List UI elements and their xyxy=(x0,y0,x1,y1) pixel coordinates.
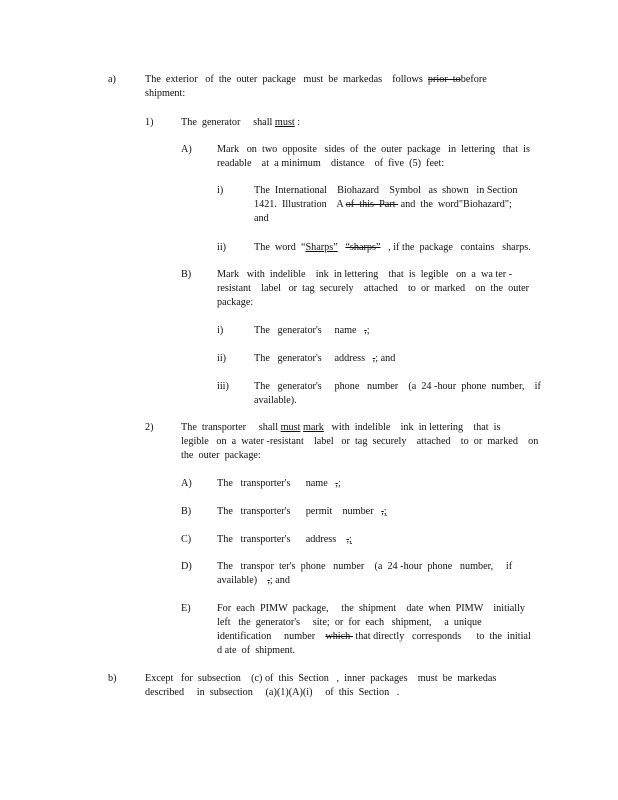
text-run: with indelible ink in lettering that is xyxy=(323,422,501,433)
list-item-label: C) xyxy=(181,534,192,545)
text-run: : xyxy=(294,117,301,128)
list-item-label: b) xyxy=(108,673,117,684)
text-run: legible on a water -resistant label or tag securely attached to or marked on xyxy=(181,436,539,447)
text-run: The transporter's name xyxy=(217,478,336,489)
list-item-text xyxy=(145,73,555,101)
list-item-label: 2) xyxy=(145,422,154,433)
list-item-label: ii) xyxy=(217,242,227,253)
text-run: The transporter's address xyxy=(217,534,347,545)
list-item-text xyxy=(254,184,544,226)
struck-text: , xyxy=(381,506,384,517)
list-item-label: B) xyxy=(181,506,192,517)
text-run: and xyxy=(254,213,269,224)
text-run: readable at a minimum distance of five (5) feet: xyxy=(217,158,445,169)
list-item-label: B) xyxy=(181,269,192,280)
text-run: left the generator's site; or for each shipment, a unique xyxy=(217,617,482,628)
text-run: identification number xyxy=(217,631,326,642)
struck-text: , xyxy=(372,353,376,364)
text-run: available) xyxy=(217,575,268,586)
struck-text: prior to xyxy=(427,74,461,85)
underlined-text: Sharps” xyxy=(305,242,338,253)
underlined-text: ; xyxy=(348,534,352,545)
list-item-label: iii) xyxy=(217,381,229,392)
text-run: The transporter's permit number xyxy=(217,506,382,517)
list-item-label: i) xyxy=(217,325,224,336)
text-run: that directly corresponds to the initial xyxy=(352,631,531,642)
list-item-text xyxy=(217,268,547,310)
text-run: The generator's phone number (a 24 -hour phone number, if xyxy=(254,381,541,392)
list-item-text xyxy=(217,477,547,491)
list-item-text xyxy=(181,421,541,463)
list-item-label: i) xyxy=(217,185,224,196)
text-run: Except for subsection (c) of this Section , inner packages must be markedas xyxy=(145,673,497,684)
struck-text: “sharps” xyxy=(345,242,381,253)
text-run: ; and xyxy=(269,575,290,586)
text-run: before xyxy=(460,74,487,85)
text-run: the outer package: xyxy=(181,450,261,461)
text-run: The generator's address xyxy=(254,353,373,364)
list-item-text xyxy=(181,116,541,130)
list-item-label: ii) xyxy=(217,353,227,364)
text-run: described in subsection (a)(1)(A)(i) of this Section . xyxy=(145,687,400,698)
list-item-label: a) xyxy=(108,74,116,85)
underlined-text: ; xyxy=(383,506,387,517)
text-run: 1421. Illustration A xyxy=(254,199,346,210)
text-run: and the word"Biohazard"; xyxy=(398,199,512,210)
text-run: Mark with indelible ink in lettering that is legible on a wa ter - xyxy=(217,269,513,280)
struck-text: , xyxy=(335,478,338,489)
text-run: ; and xyxy=(375,353,396,364)
text-run: resistant label or tag securely attached to or marked on the outer xyxy=(217,283,530,294)
struck-text: , xyxy=(267,575,270,586)
list-item-text xyxy=(217,560,547,588)
list-item-text xyxy=(254,241,554,255)
struck-text: , xyxy=(346,534,349,545)
text-run: package: xyxy=(217,297,254,308)
text-run: The transpor ter's phone number (a 24 -hour phone number, if xyxy=(217,561,513,572)
text-run: available). xyxy=(254,395,297,406)
list-item-label: A) xyxy=(181,144,192,155)
struck-text: , xyxy=(364,325,367,336)
struck-text: of this Part xyxy=(345,199,399,210)
list-item-label: D) xyxy=(181,561,192,572)
list-item-text xyxy=(217,602,547,658)
text-run: The generator shall xyxy=(181,117,275,128)
text-run: d ate of shipment. xyxy=(217,645,296,656)
list-item-text xyxy=(217,505,547,519)
underlined-text: must xyxy=(274,117,295,128)
text-run: The word “ xyxy=(254,242,306,253)
list-item-label: A) xyxy=(181,478,192,489)
text-run: The exterior of the outer package must be markedas follows xyxy=(145,74,428,85)
text-run: ; xyxy=(366,325,370,336)
list-item-text xyxy=(254,380,544,408)
list-item-text xyxy=(145,672,555,700)
list-item-label: 1) xyxy=(145,117,154,128)
text-run: shipment: xyxy=(145,88,186,99)
list-item-text xyxy=(254,352,544,366)
list-item-text xyxy=(254,324,544,338)
text-run: Mark on two opposite sides of the outer package in lettering that is xyxy=(217,144,530,155)
struck-text: which xyxy=(325,631,353,642)
text-run: , if the package contains sharps. xyxy=(380,242,531,253)
list-item-text xyxy=(217,143,547,171)
underlined-text: must xyxy=(280,422,301,433)
list-item-text xyxy=(217,533,547,547)
text-run: ; xyxy=(337,478,341,489)
text-run: The transporter shall xyxy=(181,422,281,433)
underlined-text: mark xyxy=(302,422,324,433)
text-run: The generator's name xyxy=(254,325,365,336)
list-item-label: E) xyxy=(181,603,191,614)
text-run: For each PIMW package, the shipment date when PIMW initially xyxy=(217,603,526,614)
text-run: The International Biohazard Symbol as shown in Section xyxy=(254,185,518,196)
